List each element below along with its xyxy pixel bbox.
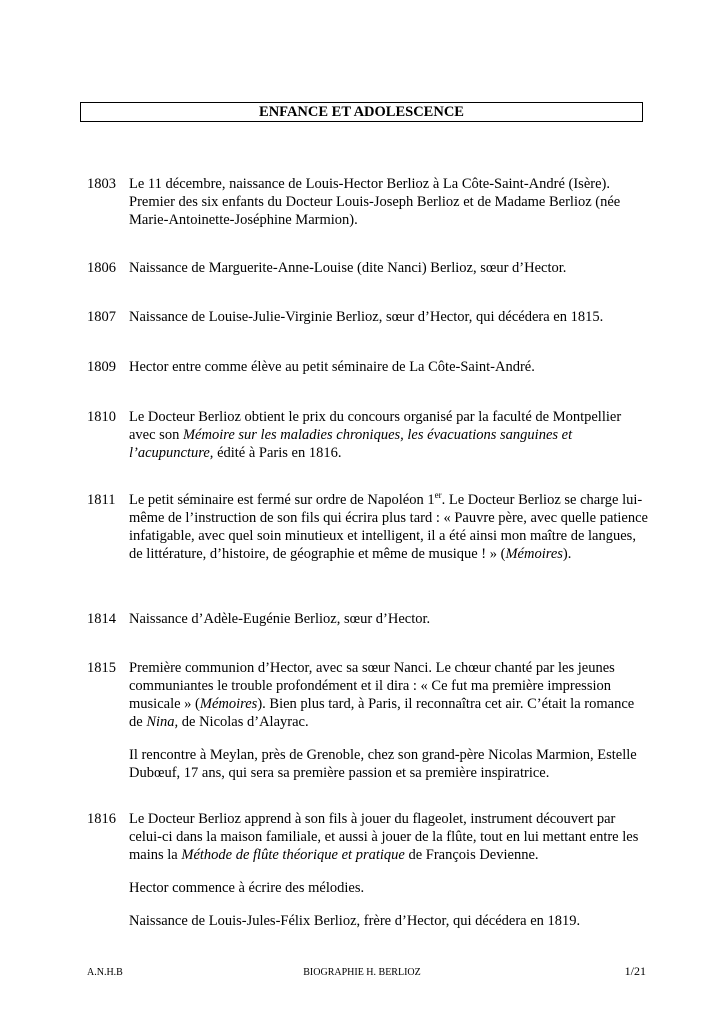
entry-year: 1811 [87,492,116,508]
entry-text: de François Devienne. [404,847,539,863]
entry-text: Naissance de Marguerite-Anne-Louise (dite Nanci) Berlioz, sœur d’Hector. [129,260,567,276]
entry-text: Le Docteur Berlioz obtient le prix du concours organisé par la faculté de Montpellier avec son [129,409,622,443]
page-number: 1/21 [624,964,646,978]
entry-paragraph [129,308,649,326]
entry-text: ). Bien plus tard, à Paris, il reconnaîtra cet air. C’était la romance de [129,696,635,730]
entry-paragraph [129,810,649,864]
work-title: Méthode de flûte théorique et pratique [181,847,405,863]
entry-paragraph [129,746,649,782]
work-title: Nina, [146,714,179,730]
timeline-entry [87,610,647,628]
entry-year: 1816 [87,811,116,827]
entry-text: de Nicolas d’Alayrac. [178,714,309,730]
entry-paragraph [129,912,649,930]
timeline-entry [87,659,647,782]
entry-text: ). [562,546,572,562]
entry-body [129,659,649,782]
work-title: Mémoires [505,546,563,562]
entry-body [129,308,649,326]
entry-body [129,259,649,277]
entry-text: édité à Paris en 1816. [213,445,342,461]
entry-text: Hector commence à écrire des mélodies. [129,880,365,896]
timeline-entry [87,491,647,563]
timeline-entry [87,810,647,930]
entry-paragraph [129,659,649,731]
entry-text: Naissance d’Adèle-Eugénie Berlioz, sœur d’Hector. [129,611,431,627]
footer-organization: A.N.H.B [87,967,123,978]
section-title: ENFANCE ET ADOLESCENCE [80,102,643,122]
entry-paragraph [129,610,649,628]
entry-text: Première communion d’Hector, avec sa sœur Nanci. Le chœur chanté par les jeunes communiantes le trouble profondément et il dira : « Ce fut ma première impression musicale » ( [129,660,615,712]
entry-year: 1814 [87,611,116,627]
entry-text: Il rencontre à Meylan, près de Grenoble, chez son grand-père Nicolas Marmion, Estelle Dubœuf, 17 ans, qui sera sa première passion et sa première inspiratrice. [129,747,637,781]
entry-year: 1807 [87,309,116,325]
timeline-entry [87,358,647,376]
entry-text: Naissance de Louise-Julie-Virginie Berlioz, sœur d’Hector, qui décédera en 1815. [129,309,604,325]
entry-body [129,810,649,930]
ordinal-superscript: er [434,490,442,501]
entry-paragraph [129,491,649,563]
timeline-entry [87,259,647,277]
timeline-entry [87,175,647,229]
timeline-entry [87,408,647,462]
entry-text: . Le Docteur Berlioz se charge lui-même de l’instruction de son fils qui écrira plus tard : « Pauvre père, avec quelle patience infatigable, avec quel soin minutieux et intelligent, il a été ainsi mon maître de langues, de littérature, d’histoire, de géographie et même de musique ! » ( [129,492,648,562]
entry-body [129,491,649,563]
entry-body [129,610,649,628]
entry-text: Naissance de Louis-Jules-Félix Berlioz, frère d’Hector, qui décédera en 1819. [129,913,581,929]
entry-paragraph [129,358,649,376]
entry-text: Le petit séminaire est fermé sur ordre de Napoléon 1 [129,492,435,508]
entry-text: Hector entre comme élève au petit séminaire de La Côte-Saint-André. [129,359,535,375]
entry-text: Le Docteur Berlioz apprend à son fils à jouer du flageolet, instrument découvert par celui-ci dans la maison familiale, et aussi à jouer de la flûte, tout en lui mettant entre les mains la [129,811,639,863]
timeline-entry [87,308,647,326]
work-title: Mémoires [199,696,258,712]
entry-body [129,175,649,229]
entry-paragraph [129,408,649,462]
entry-year: 1810 [87,409,116,425]
entry-text: Le 11 décembre, naissance de Louis-Hector Berlioz à La Côte-Saint-André (Isère). Premier des six enfants du Docteur Louis-Joseph Berlioz et de Madame Berlioz (née Marie-Antoinette-Joséphine Marmion). [129,176,621,228]
work-title: Mémoire sur les maladies chroniques, les évacuations sanguines et l’acupuncture, [129,427,573,461]
entry-year: 1803 [87,176,116,192]
entry-paragraph [129,259,649,277]
entry-year: 1809 [87,359,116,375]
entry-body [129,358,649,376]
entry-paragraph [129,175,649,229]
entry-year: 1815 [87,660,116,676]
entry-year: 1806 [87,260,116,276]
entry-paragraph [129,879,649,897]
entry-body [129,408,649,462]
footer-document-title: BIOGRAPHIE H. BERLIOZ [303,967,421,978]
